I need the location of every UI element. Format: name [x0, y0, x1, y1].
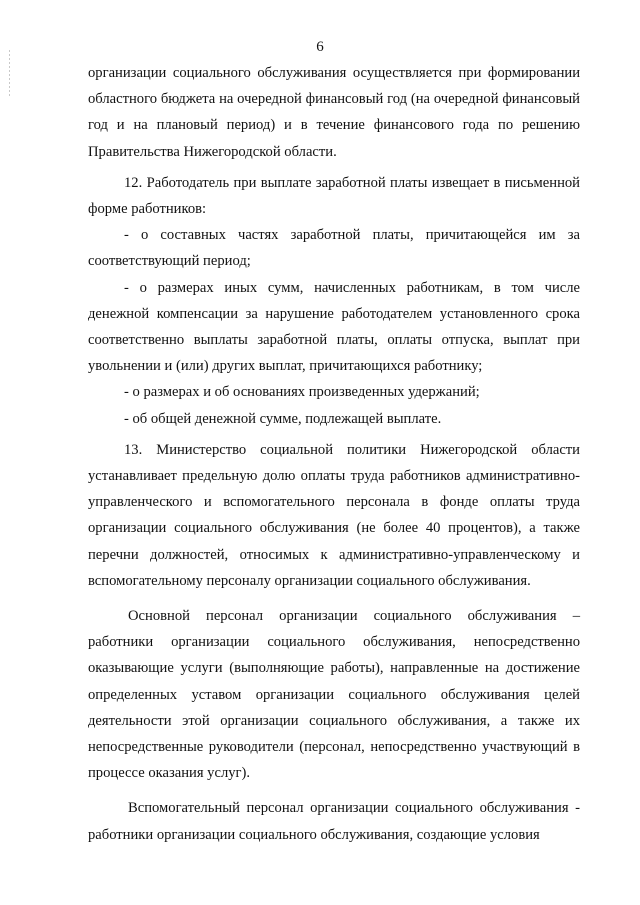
list-item-wage-components: - о составных частях заработной платы, причитающейся им за соответствующий период;	[88, 227, 580, 270]
list-item-other-sums: - о размерах иных сумм, начисленных работникам, в том числе денежной компенсации за нарушение работодателем установленного срока соответственно выплаты заработной платы, оплаты отпуска, выплат при увольнении и (или) других выплат, причитающихся работнику;	[88, 279, 580, 375]
document-body	[88, 60, 580, 848]
paragraph-support-staff-definition: Вспомогательный персонал организации социального обслуживания - работники организации социального обслуживания, создающие условия	[88, 800, 580, 843]
list-item-total-amount: - об общей денежной сумме, подлежащей выплате.	[124, 410, 442, 427]
paragraph-funding-continuation: организации социального обслуживания осуществляется при формировании областного бюджета на очередной финансовый год (на очередной финансовый год и на плановый период) и в течение финансового года по решению Правительства Нижегородской области.	[88, 65, 580, 160]
paragraph-13-admin-share: 13. Министерство социальной политики Нижегородской области устанавливает предельную долю оплаты труда работников административно-управленческого и вспомогательного персонала в фонде оплаты труда организации социального обслуживания (не более 40 процентов), а также перечни должностей, относимых к административно-управленческому и вспомогательному персоналу организации социального обслуживания.	[88, 441, 580, 589]
paragraph-main-staff-definition: Основной персонал организации социального обслуживания – работники организации социального обслуживания, непосредственно оказывающие услуги (выполняющие работы), направленные на достижение определенных уставом организации социального обслуживания целей деятельности этой организации социального обслуживания, а также их непосредственные руководители (персонал, непосредственно участвующий в процессе оказания услуг).	[88, 608, 580, 782]
page-number: 6	[316, 39, 324, 55]
scan-artifact	[9, 50, 10, 98]
paragraph-12-wage-notice: 12. Работодатель при выплате заработной платы извещает в письменной форме работников:	[88, 174, 580, 218]
list-item-deductions: - о размерах и об основаниях произведенных удержаний;	[124, 384, 480, 401]
